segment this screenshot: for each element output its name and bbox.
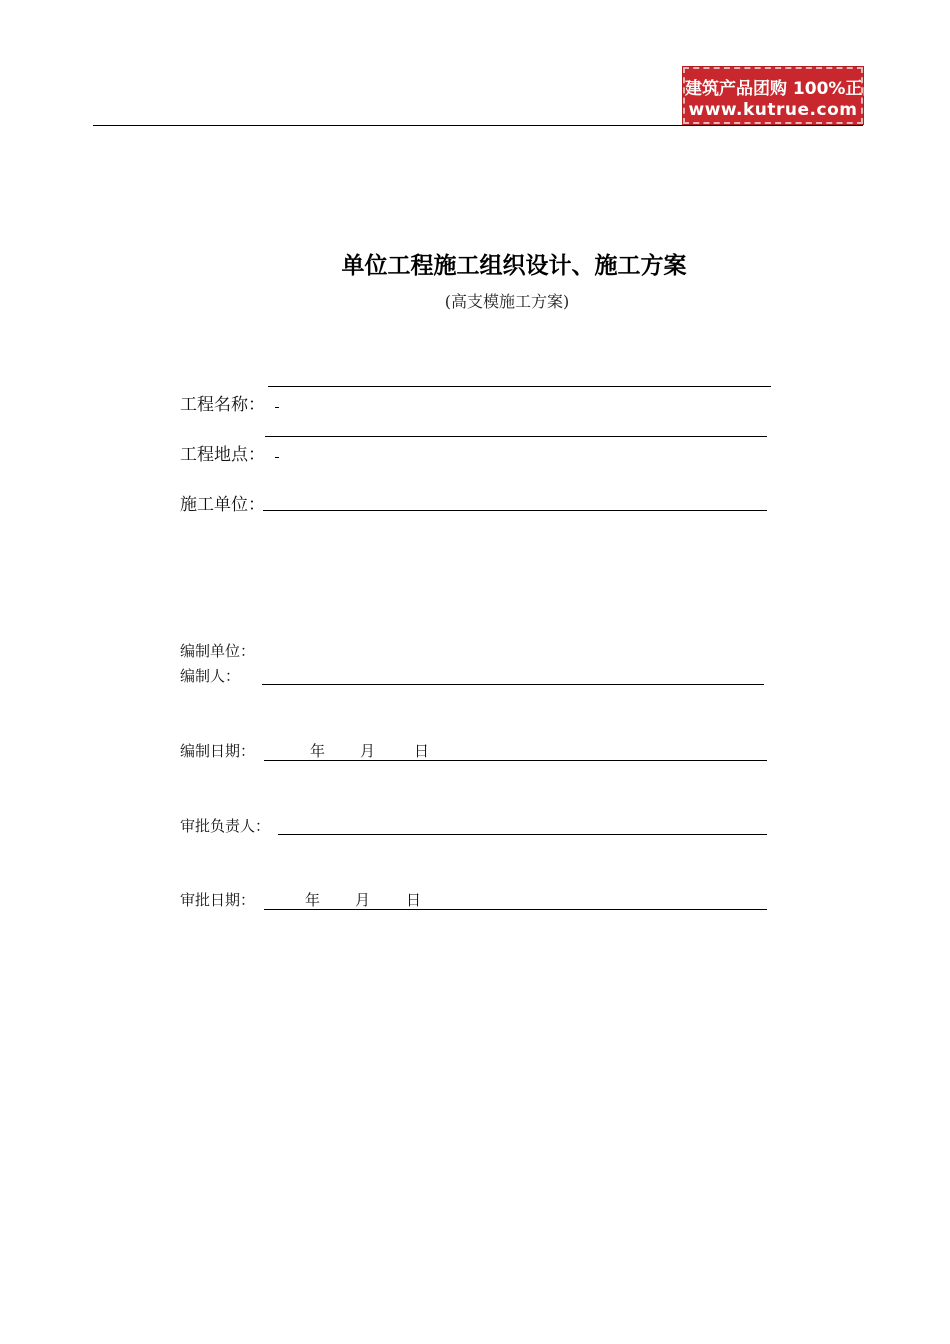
compile-unit-label: 编制单位： <box>180 642 256 660</box>
approve-date-line <box>264 909 767 910</box>
compile-date-day: 日 <box>414 742 430 760</box>
construction-unit-label: 施工单位： <box>180 495 265 515</box>
project-location-field-mark <box>275 457 279 458</box>
compile-date-line <box>264 760 767 761</box>
logo-text-slogan: 建筑产品团购 100%正品 <box>685 79 880 99</box>
compile-date-year: 年 <box>310 742 326 760</box>
approve-date-day: 日 <box>406 891 422 909</box>
compile-person-line <box>262 684 764 685</box>
project-name-field-mark <box>275 407 279 408</box>
approve-date-month: 月 <box>355 891 371 909</box>
compile-person-label: 编制人： <box>180 667 241 685</box>
header-divider <box>93 125 863 126</box>
approve-date-year: 年 <box>305 891 321 909</box>
project-location-label: 工程地点： <box>180 445 265 465</box>
logo-text-url: www.kutrue.com <box>688 100 858 120</box>
compile-date-month: 月 <box>360 742 376 760</box>
approver-label: 审批负责人： <box>180 817 271 835</box>
approver-line <box>278 834 767 835</box>
document-subtitle: (高支模施工方案) <box>444 292 570 311</box>
approve-date-label: 审批日期： <box>180 891 256 909</box>
compile-date-label: 编制日期： <box>180 742 256 760</box>
project-name-label: 工程名称： <box>180 395 265 415</box>
project-location-line <box>265 436 767 437</box>
project-name-line <box>268 386 771 387</box>
brand-logo-stamp <box>683 67 880 124</box>
construction-unit-line <box>263 510 767 511</box>
document-title: 单位工程施工组织设计、施工方案 <box>341 253 687 279</box>
